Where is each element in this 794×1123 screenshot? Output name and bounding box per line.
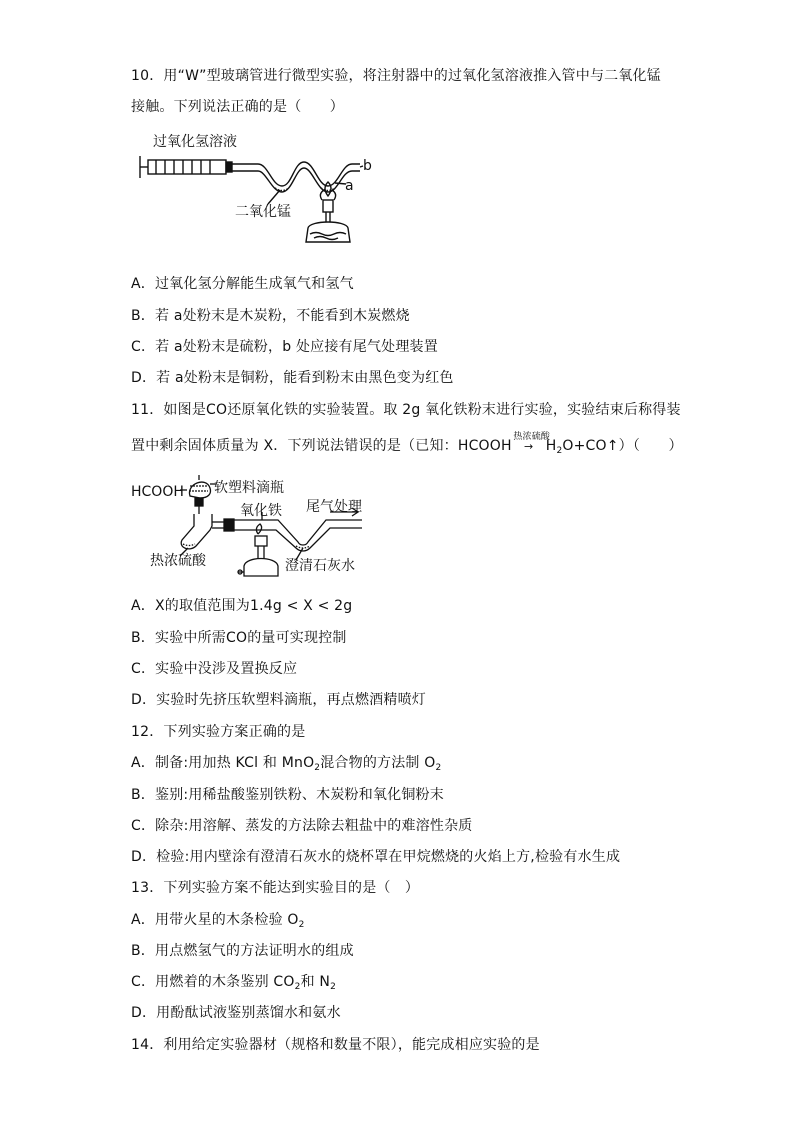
q13-option-c-text2: 和 N (300, 974, 331, 990)
q13-option-d: D．用酚酞试液鉴别蒸馏水和氨水 (131, 1005, 341, 1021)
q13-option-c (131, 972, 336, 994)
q14-stem: 14．利用给定实验器材（规格和数量不限），能完成相应实验的是 (131, 1037, 540, 1053)
q11-option-a: A．X的取值范围为1.4g < X < 2g (131, 598, 353, 614)
q10-option-b: B．若 a处粉末是木炭粉，不能看到木炭燃烧 (131, 308, 410, 324)
q10-option-d: D．若 a处粉末是铜粉，能看到粉末由黑色变为红色 (131, 370, 454, 386)
q11-stem-line2-start: 置中剩余固体质量为 X．下列说法错误的是（已知：HCOOH (131, 438, 512, 454)
q13-option-a (131, 910, 305, 932)
q13-option-a-text: A．用带火星的木条检验 O (131, 912, 299, 928)
q11-option-d: D．实验时先挤压软塑料滴瓶，再点燃酒精喷灯 (131, 692, 426, 708)
q10-stem-line1: 10．用“W”型玻璃管进行微型实验，将注射器中的过氧化氢溶液推入管中与二氧化锰 (131, 68, 661, 84)
q13-option-c-sub1: 2 (294, 982, 301, 992)
q10-option-a: A．过氧化氢分解能生成氧气和氢气 (131, 276, 354, 292)
q11-label-hcooh: HCOOH (131, 484, 184, 500)
q11-stem-line1: 11．如图是CO还原氧化铁的实验装置。取 2g 氧化铁粉末进行实验，实验结束后称得装 (131, 402, 681, 418)
q12-option-a-text1: A．制备:用加热 KCl 和 MnO (131, 755, 315, 771)
q13-stem: 13．下列实验方案不能达到实验目的是（ ） (131, 880, 420, 896)
q12-option-a (131, 753, 441, 775)
q13-option-c-text1: C．用燃着的木条鉴别 CO (131, 974, 295, 990)
q12-option-c: C．除杂:用溶解、蒸发的方法除去粗盐中的难溶性杂质 (131, 818, 473, 834)
arrow-icon: → (524, 440, 534, 453)
q11-label-bottle: 软塑料滴瓶 (214, 480, 284, 496)
q12-option-a-sub1: 2 (314, 763, 321, 773)
q12-option-a-sub2: 2 (435, 763, 442, 773)
q11-label-limewater: 澄清石灰水 (285, 558, 355, 574)
q12-stem: 12．下列实验方案正确的是 (131, 724, 306, 740)
q11-label-fe2o3: 氧化铁 (240, 503, 282, 519)
q11-stem-line2-end: O+CO↑）（ ） (562, 438, 683, 454)
q13-option-b: B．用点燃氢气的方法证明水的组成 (131, 943, 354, 959)
q11-option-c: C．实验中没涉及置换反应 (131, 661, 298, 677)
q10-option-c: C．若 a处粉末是硫粉，b 处应接有尾气处理装置 (131, 339, 438, 355)
q12-option-d: D．检验:用内壁涂有澄清石灰水的烧杯罩在甲烷燃烧的火焰上方,检验有水生成 (131, 849, 621, 865)
q12-option-a-text2: 混合物的方法制 O (320, 755, 436, 771)
q10-label-h2o2: 过氧化氢溶液 (153, 134, 237, 150)
q12-option-b: B．鉴别:用稀盐酸鉴别铁粉、木炭粉和氧化铜粉末 (131, 787, 444, 803)
q10-label-b: b (363, 158, 372, 174)
q11-product-h-sub: 2 (556, 446, 563, 456)
q11-option-b: B．实验中所需CO的量可实现控制 (131, 630, 347, 646)
q11-reaction-condition: 热浓硫酸 (513, 432, 551, 442)
q11-label-h2so4: 热浓硫酸 (150, 553, 206, 569)
q13-option-a-sub: 2 (298, 920, 305, 930)
q11-product-h: H (545, 438, 557, 454)
q10-label-mno2: 二氧化锰 (235, 204, 291, 220)
q11-label-tail: 尾气处理 (306, 499, 362, 515)
q10-label-a: a (345, 178, 354, 194)
q10-stem-line2: 接触。下列说法正确的是（ ） (131, 99, 344, 115)
q13-option-c-sub2: 2 (330, 982, 337, 992)
